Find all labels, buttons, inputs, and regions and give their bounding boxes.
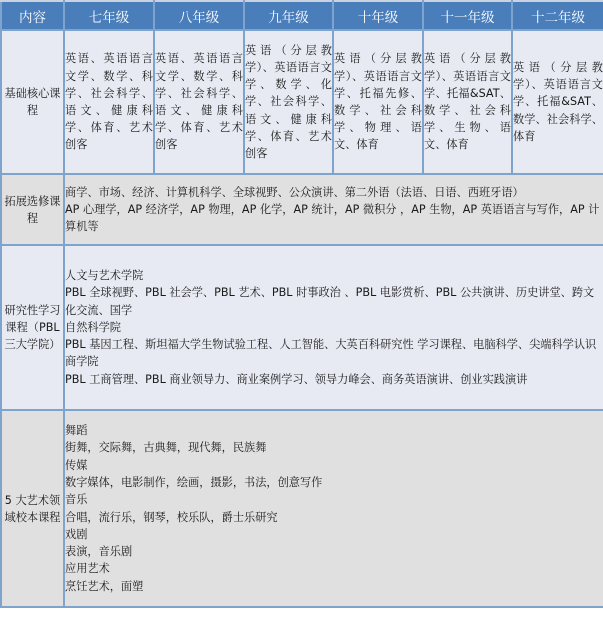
- arts-category: 戏剧: [65, 527, 88, 541]
- arts-course-list: 街舞，交际舞，古典舞，现代舞，民族舞: [65, 441, 267, 455]
- extension-line: AP 心理学，AP 经济学，AP 物理，AP 化学，AP 统计，AP 微积分 ，AP 生物，AP 英语语言与写作，AP 计算机等: [65, 202, 600, 234]
- extension-line: 商学、市场、经济、计算机科学、全球视野、公众演讲、第二外语（法语、日语、西班牙语）: [65, 185, 524, 199]
- extension-content: [64, 174, 603, 245]
- table-row-extension: [1, 174, 603, 245]
- arts-course-list: 数字媒体，电影制作，绘画，摄影，书法，创意写作: [65, 475, 323, 489]
- core-grade-11: 英语（分层教学）、英语语言文学、托福&SAT、数学、社会科学、生物、语文、体育: [423, 30, 512, 174]
- row-label-extension: 拓展选修课程: [1, 174, 64, 245]
- arts-course-list: 烹饪艺术，面塑: [65, 579, 144, 593]
- header-content: 内容: [1, 1, 64, 30]
- pbl-course-list: PBL 工商管理、PBL 商业领导力、商业案例学习、领导力峰会、商务英语演讲、创业实践演讲: [65, 372, 528, 386]
- arts-category: 传媒: [65, 458, 88, 472]
- pbl-section-title: 商学院: [65, 355, 99, 369]
- header-grade-7: 七年级: [64, 1, 154, 30]
- pbl-course-list: PBL 基因工程、斯坦福大学生物试验工程、人工智能、大英百科研究性 学习课程、电脑科学、尖端科学认识: [65, 338, 597, 352]
- table-row-arts: [1, 410, 603, 607]
- pbl-course-list: PBL 全球视野、PBL 社会学、PBL 艺术、PBL 时事政治 、PBL 电影赏析、PBL 公共演讲、历史讲堂、跨文化交流、国学: [65, 286, 595, 317]
- core-grade-8: 英语、英语语言文学、数学、科学、社会科学、语文、健康科学、体育、艺术创客: [154, 30, 244, 174]
- table-row-pbl: [1, 245, 603, 410]
- row-label-core: 基础核心课程: [1, 30, 64, 174]
- header-grade-8: 八年级: [154, 1, 244, 30]
- header-grade-11: 十一年级: [423, 1, 512, 30]
- core-grade-9: 英语（分层教学）、英语语言文学、数学、化学、社会科学、语文、健康科学、体育、艺术创客: [244, 30, 333, 174]
- table-row-core: [1, 30, 603, 174]
- core-grade-12: 英语（分层教学）、英语语言文学、托福&SAT、数学、社会科学、体育: [512, 30, 603, 174]
- row-label-pbl: 研究性学习课程（PBL 三大学院）: [1, 245, 64, 410]
- arts-course-list: 表演，音乐剧: [65, 545, 133, 559]
- header-row: [1, 1, 603, 30]
- core-grade-10: 英语（分层教学）、英语语言文学、托福先修、数学、社会科学、物理、语文、体育: [333, 30, 423, 174]
- arts-category: 应用艺术: [65, 562, 110, 576]
- arts-category: 舞蹈: [65, 424, 88, 438]
- header-grade-10: 十年级: [333, 1, 423, 30]
- pbl-section-title: 人文与艺术学院: [65, 268, 144, 282]
- pbl-section-title: 自然科学院: [65, 320, 121, 334]
- arts-course-list: 合唱，流行乐，钢琴，校乐队，爵士乐研究: [65, 510, 278, 524]
- arts-category: 音乐: [65, 493, 88, 507]
- core-grade-7: 英语、英语语言文学、数学、科学、社会科学、语文、健康科学、体育、艺术创客: [64, 30, 154, 174]
- header-grade-12: 十二年级: [512, 1, 603, 30]
- header-grade-9: 九年级: [244, 1, 333, 30]
- pbl-content: [64, 245, 603, 410]
- row-label-arts: 5 大艺术领域校本课程: [1, 410, 64, 607]
- arts-content: [64, 410, 603, 607]
